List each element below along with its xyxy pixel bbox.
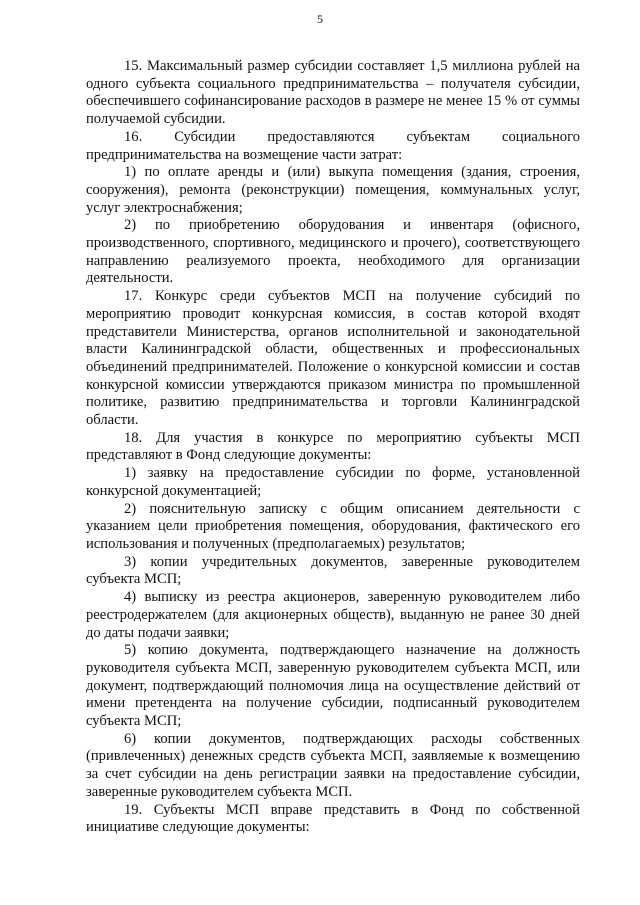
paragraph-17: 17. Конкурс среди субъектов МСП на получение субсидий по мероприятию проводит конкурсная комиссия, в состав которой входят представители Министерства, органов исполнительной и законодательной власти Калининградской области, общественных и профессиональных объединений предпринимателей. Положение о конкурсной комиссии и состав конкурсной комиссии утверждаются приказом министра по промышленной политике, развитию предпринимательства и торговли Калининградской области. (86, 288, 580, 429)
paragraph-19: 19. Субъекты МСП вправе представить в Фонд по собственной инициативе следующие документы: (86, 801, 580, 836)
paragraph-18-item-6: 6) копии документов, подтверждающих расходы собственных (привлеченных) денежных средств субъекта МСП, заявляемые к возмещению за счет субсидии на день регистрации заявки на предоставление субсидии, заверенные руководителем субъекта МСП. (86, 730, 580, 800)
paragraph-16-item-2: 2) по приобретению оборудования и инвентаря (офисного, производственного, спортивного, медицинского и прочего), соответствующего направлению реализуемого проекта, необходимого для организации деятельности. (86, 217, 580, 287)
paragraph-18-item-2: 2) пояснительную записку с общим описанием деятельности с указанием цели приобретения помещения, оборудования, фактического его использования и полученных (предполагаемых) результатов; (86, 500, 580, 552)
paragraph-18-item-1: 1) заявку на предоставление субсидии по форме, установленной конкурсной документацией; (86, 465, 580, 499)
paragraph-18-item-5: 5) копию документа, подтверждающего назначение на должность руководителя субъекта МСП, заверенную руководителем субъекта МСП, или документ, подтверждающий полномочия лица на осуществление действий от имени претендента на получение субсидии, подписанный руководителем субъекта МСП; (86, 642, 580, 730)
paragraph-16: 16. Субсидии предоставляются субъектам социального предпринимательства на возмещение части затрат: (86, 128, 580, 163)
paragraph-18: 18. Для участия в конкурсе по мероприятию субъекты МСП представляют в Фонд следующие документы: (86, 429, 580, 464)
paragraph-18-item-3: 3) копии учредительных документов, заверенные руководителем субъекта МСП; (86, 553, 580, 588)
paragraph-16-item-1: 1) по оплате аренды и (или) выкупа помещения (здания, строения, сооружения), ремонта (реконструкции) помещения, коммунальных услуг, услуг электроснабжения; (86, 164, 580, 216)
paragraph-15: 15. Максимальный размер субсидии составляет 1,5 миллиона рублей на одного субъекта социального предпринимательства – получателя субсидии, обеспечившего софинансирование расходов в размере не менее 15 % от суммы получаемой субсидии. (86, 58, 580, 128)
page-number: 5 (317, 12, 323, 26)
paragraph-18-item-4: 4) выписку из реестра акционеров, заверенную руководителем либо реестродержателем (для акционерных обществ), выданную не ранее 30 дней до даты подачи заявки; (86, 589, 580, 641)
document-body (86, 58, 580, 837)
